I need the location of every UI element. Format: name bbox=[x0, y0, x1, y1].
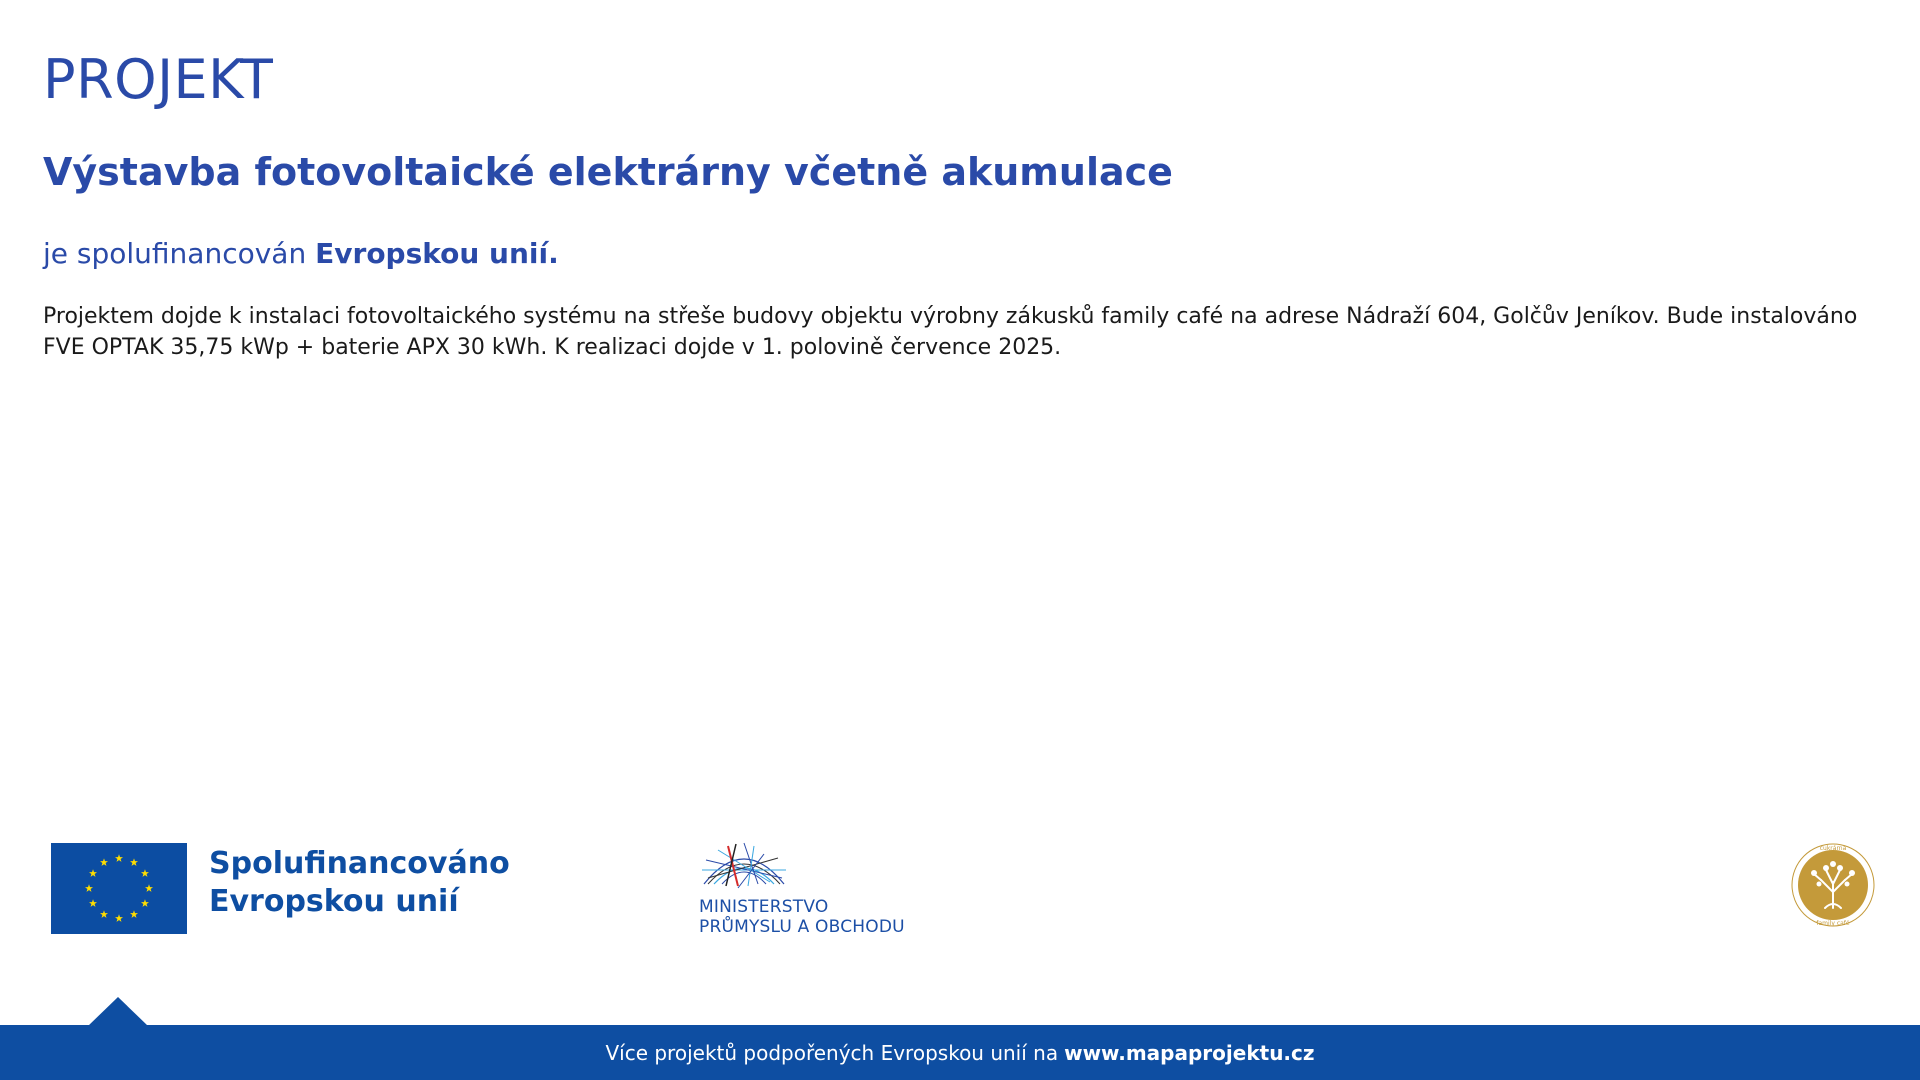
footer-notch bbox=[88, 997, 148, 1026]
ministry-line2: PRŮMYSLU A OBCHODU bbox=[699, 917, 905, 937]
cafe-top-text: cukrárna bbox=[1819, 845, 1847, 852]
eu-cofinanced-text bbox=[209, 845, 510, 921]
cofinanced-prefix: je spolufinancován bbox=[43, 237, 307, 270]
project-title: Výstavba fotovoltaické elektrárny včetně akumulace bbox=[43, 150, 1173, 194]
cofinanced-line bbox=[43, 237, 559, 270]
eu-flag-icon bbox=[51, 843, 187, 934]
ministry-globe-icon bbox=[698, 840, 790, 890]
tree-badge-icon bbox=[1790, 842, 1876, 928]
eu-text-line1: Spolufinancováno bbox=[209, 846, 510, 881]
project-description: Projektem dojde k instalaci fotovoltaického systému na střeše budovy objektu výrobny zákusků family café na adrese Nádraží 604, Golčův Jeníkov. Bude instalováno FVE OPTAK 35,75 kWp + baterie APX 30 kWh. K realizaci dojde v 1. polovině července 2025. bbox=[43, 304, 1858, 360]
section-label: PROJEKT bbox=[43, 48, 274, 111]
footer-link[interactable]: www.mapaprojektu.cz bbox=[1064, 1040, 1315, 1065]
cafe-bottom-text: family café bbox=[1816, 920, 1850, 927]
ministry-name bbox=[699, 897, 905, 937]
eu-text-line2: Evropskou unií bbox=[209, 884, 459, 919]
footer-text: Více projektů podpořených Evropskou unií na bbox=[605, 1040, 1059, 1065]
cofinanced-eu: Evropskou unií. bbox=[315, 237, 559, 270]
ministry-line1: MINISTERSTVO bbox=[699, 897, 829, 917]
footer-bar bbox=[0, 1025, 1920, 1080]
